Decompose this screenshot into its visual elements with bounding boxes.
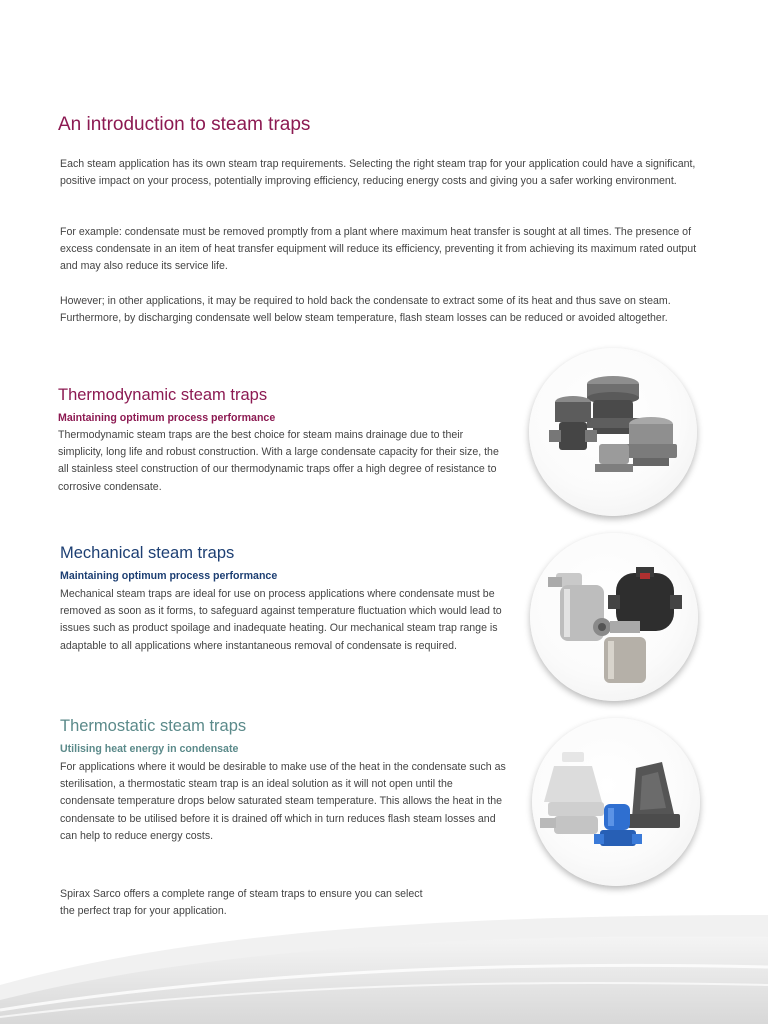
intro-paragraph-2: For example: condensate must be removed promptly from a plant where maximum heat transfer is sought at all times. The presence of excess condensate in an item of heat transfer equipment will reduce its efficiency, preventing it from achieving its maximum rated output and may also reduce its service life.: [60, 226, 697, 273]
thermostatic-title: Thermostatic steam traps: [60, 717, 247, 735]
thermodynamic-subtitle: Maintaining optimum process performance: [58, 412, 276, 424]
mechanical-body: Mechanical steam traps are ideal for use on process applications where condensate must be removed as soon as it forms, to safeguard against temperature fluctuation which would lead to issues such as product spoilage and inadequate heating. Our mechanical steam trap range is adaptable to all applications where instantaneous removal of condensate is required.: [60, 588, 502, 652]
mechanical-traps-photo: [530, 533, 698, 701]
page-title: An introduction to steam traps: [58, 114, 311, 135]
intro-paragraph-1: Each steam application has its own steam trap requirements. Selecting the right steam trap for your application could have a significant, positive impact on your process, potentially improving efficiency, reducing energy costs and giving you a safer working environment.: [60, 158, 696, 188]
thermostatic-body: For applications where it would be desirable to make use of the heat in the condensate such as sterilisation, a thermostatic steam trap is an ideal solution as it will not open until the condensate temperature drops below saturated steam temperature. This allows the heat in the condensate to be utilised before it is drained off which in turn reduces flash steam losses and can help to reduce energy costs.: [60, 761, 506, 842]
mechanical-title: Mechanical steam traps: [60, 544, 235, 562]
thermodynamic-title: Thermodynamic steam traps: [58, 386, 268, 404]
mechanical-subtitle: Maintaining optimum process performance: [60, 570, 278, 582]
thermodynamic-traps-photo: [529, 348, 697, 516]
thermostatic-subtitle: Utilising heat energy in condensate: [60, 743, 239, 755]
intro-paragraph-3: However; in other applications, it may be required to hold back the condensate to extract some of its heat and thus save on steam. Furthermore, by discharging condensate well below steam temperature, flash steam losses can be reduced or avoided altogether.: [60, 295, 671, 325]
footer-wave-decoration: [0, 905, 768, 1024]
thermostatic-traps-photo: [532, 718, 700, 886]
thermodynamic-body: Thermodynamic steam traps are the best choice for steam mains drainage due to their simplicity, long life and robust construction. With a large condensate capacity for their size, the all stainless steel construction of our thermodynamic traps offer a high degree of resistance to corrosive condensate.: [58, 429, 499, 493]
closing-statement: Spirax Sarco offers a complete range of steam traps to ensure you can select the perfect trap for your application.: [60, 888, 423, 918]
